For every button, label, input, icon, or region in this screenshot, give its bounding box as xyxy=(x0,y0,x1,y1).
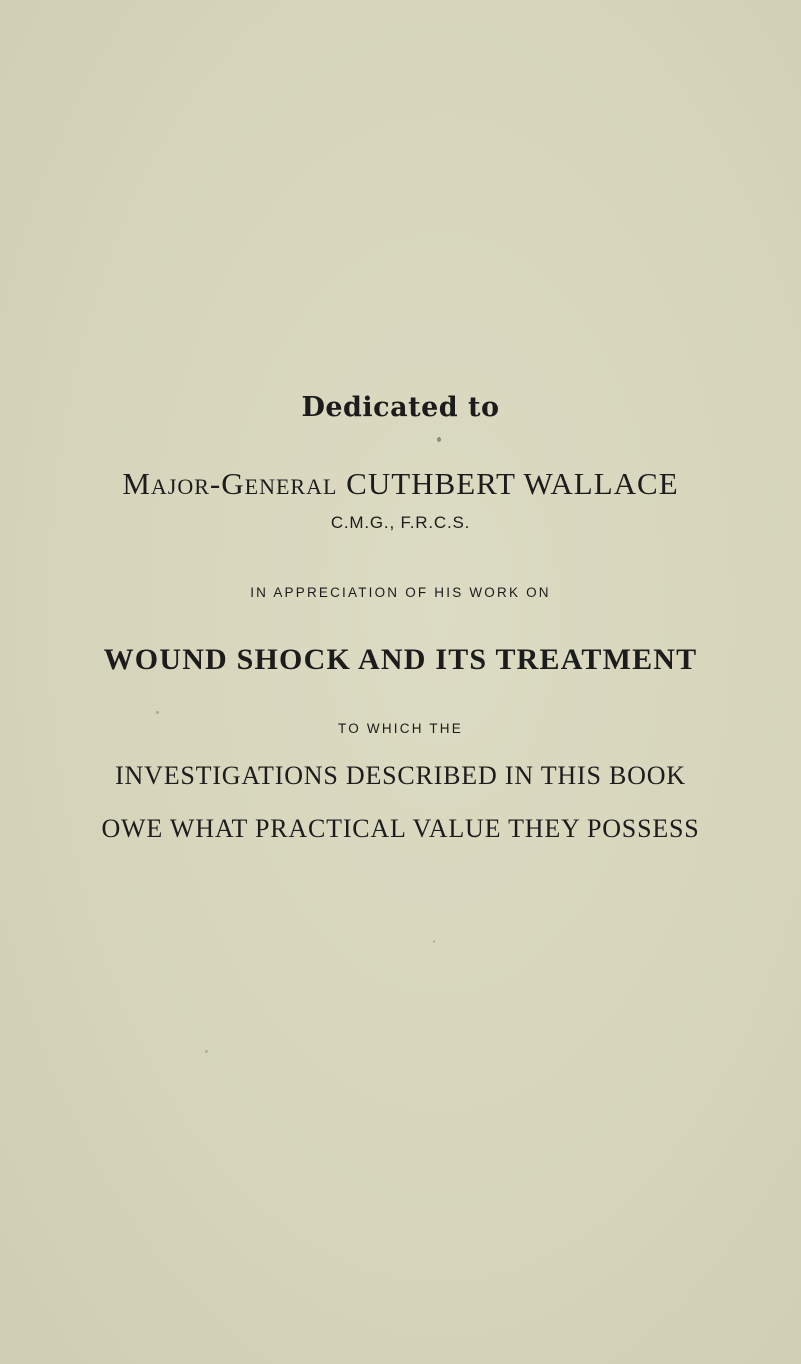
paper-speck xyxy=(156,711,159,714)
closing-line-2: OWE WHAT PRACTICAL VALUE THEY POSSESS xyxy=(101,814,700,843)
dedication-heading: Dedicated to xyxy=(301,392,500,423)
dedicatee-honours: C.M.G., F.R.C.S. xyxy=(330,513,471,532)
dedicatee-rank: Major-General xyxy=(122,466,338,501)
paper-speck xyxy=(437,437,441,442)
closing-line-1: INVESTIGATIONS DESCRIBED IN THIS BOOK xyxy=(115,761,686,790)
appreciation-text: IN APPRECIATION OF HIS WORK ON xyxy=(250,585,551,600)
dedicatee-line xyxy=(0,466,801,502)
to-which-text: TO WHICH THE xyxy=(338,721,463,736)
paper-speck xyxy=(433,940,435,943)
dedicatee-name: CUTHBERT WALLACE xyxy=(346,466,679,501)
paper-speck xyxy=(205,1050,208,1053)
work-title: WOUND SHOCK AND ITS TREATMENT xyxy=(103,643,698,676)
